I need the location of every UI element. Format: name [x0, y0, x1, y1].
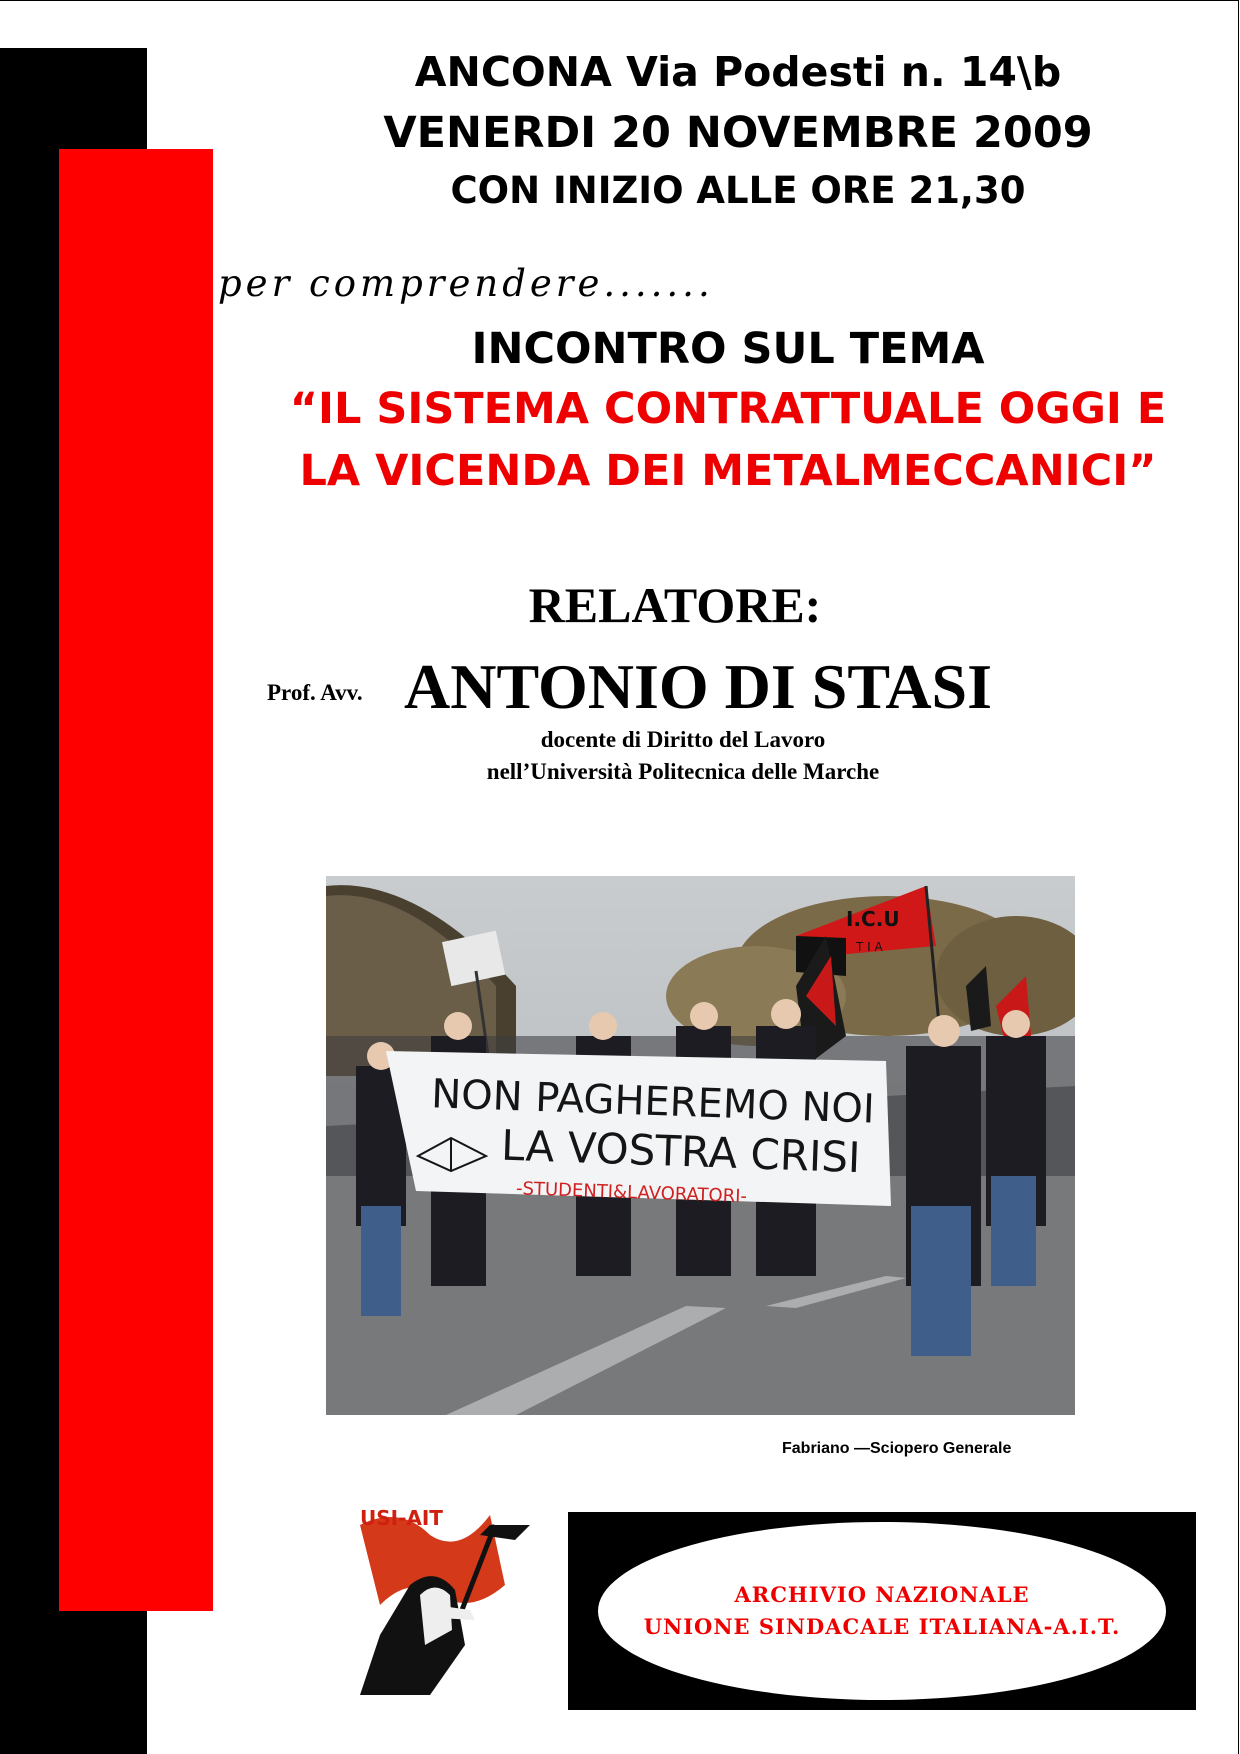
speaker-prefix: Prof. Avv.	[267, 680, 363, 705]
archive-line1: ARCHIVIO NAZIONALE	[734, 1582, 1030, 1607]
speaker-heading: RELATORE:	[528, 577, 822, 633]
speaker-role-line2: nell’Università Politecnica delle Marche	[486, 759, 880, 784]
topic-title-line2: LA VICENDA DEI METALMECCANICI”	[299, 446, 1157, 496]
strike-photo	[326, 876, 1075, 1415]
red-side-bar	[59, 149, 213, 1611]
banner-line2: LA VOSTRA CRISI	[500, 1120, 862, 1183]
topic-title-line1: “IL SISTEMA CONTRATTUALE OGGI E	[289, 384, 1167, 434]
archive-ellipse	[598, 1522, 1166, 1700]
archive-line2: UNIONE SINDACALE ITALIANA-A.I.T.	[643, 1614, 1121, 1639]
topic-label: INCONTRO SUL TEMA	[471, 324, 985, 374]
page-border-top	[0, 0, 1239, 1]
speaker-name: ANTONIO DI STASI	[404, 651, 993, 722]
banner-line3: -STUDENTI&LAVORATORI-	[515, 1178, 748, 1208]
speaker-role-line1: docente di Diritto del Lavoro	[540, 727, 826, 752]
logo-text: USI-AIT	[360, 1506, 443, 1530]
usi-ait-logo	[340, 1495, 540, 1695]
event-date: VENERDI 20 NOVEMBRE 2009	[383, 108, 1093, 158]
venue-address: ANCONA Via Podesti n. 14\b	[414, 48, 1062, 96]
banner-line1: NON PAGHEREMO NOI	[430, 1071, 876, 1133]
archive-box	[568, 1512, 1196, 1710]
intro-text: per comprendere.......	[218, 262, 714, 305]
photo-caption: Fabriano —Sciopero Generale	[782, 1440, 1012, 1457]
flag-text: I.C.U	[846, 907, 900, 931]
flag-subtext: T I A	[856, 940, 883, 954]
page-border-right	[1238, 0, 1239, 1754]
event-start-time: CON INIZIO ALLE ORE 21,30	[450, 169, 1026, 212]
